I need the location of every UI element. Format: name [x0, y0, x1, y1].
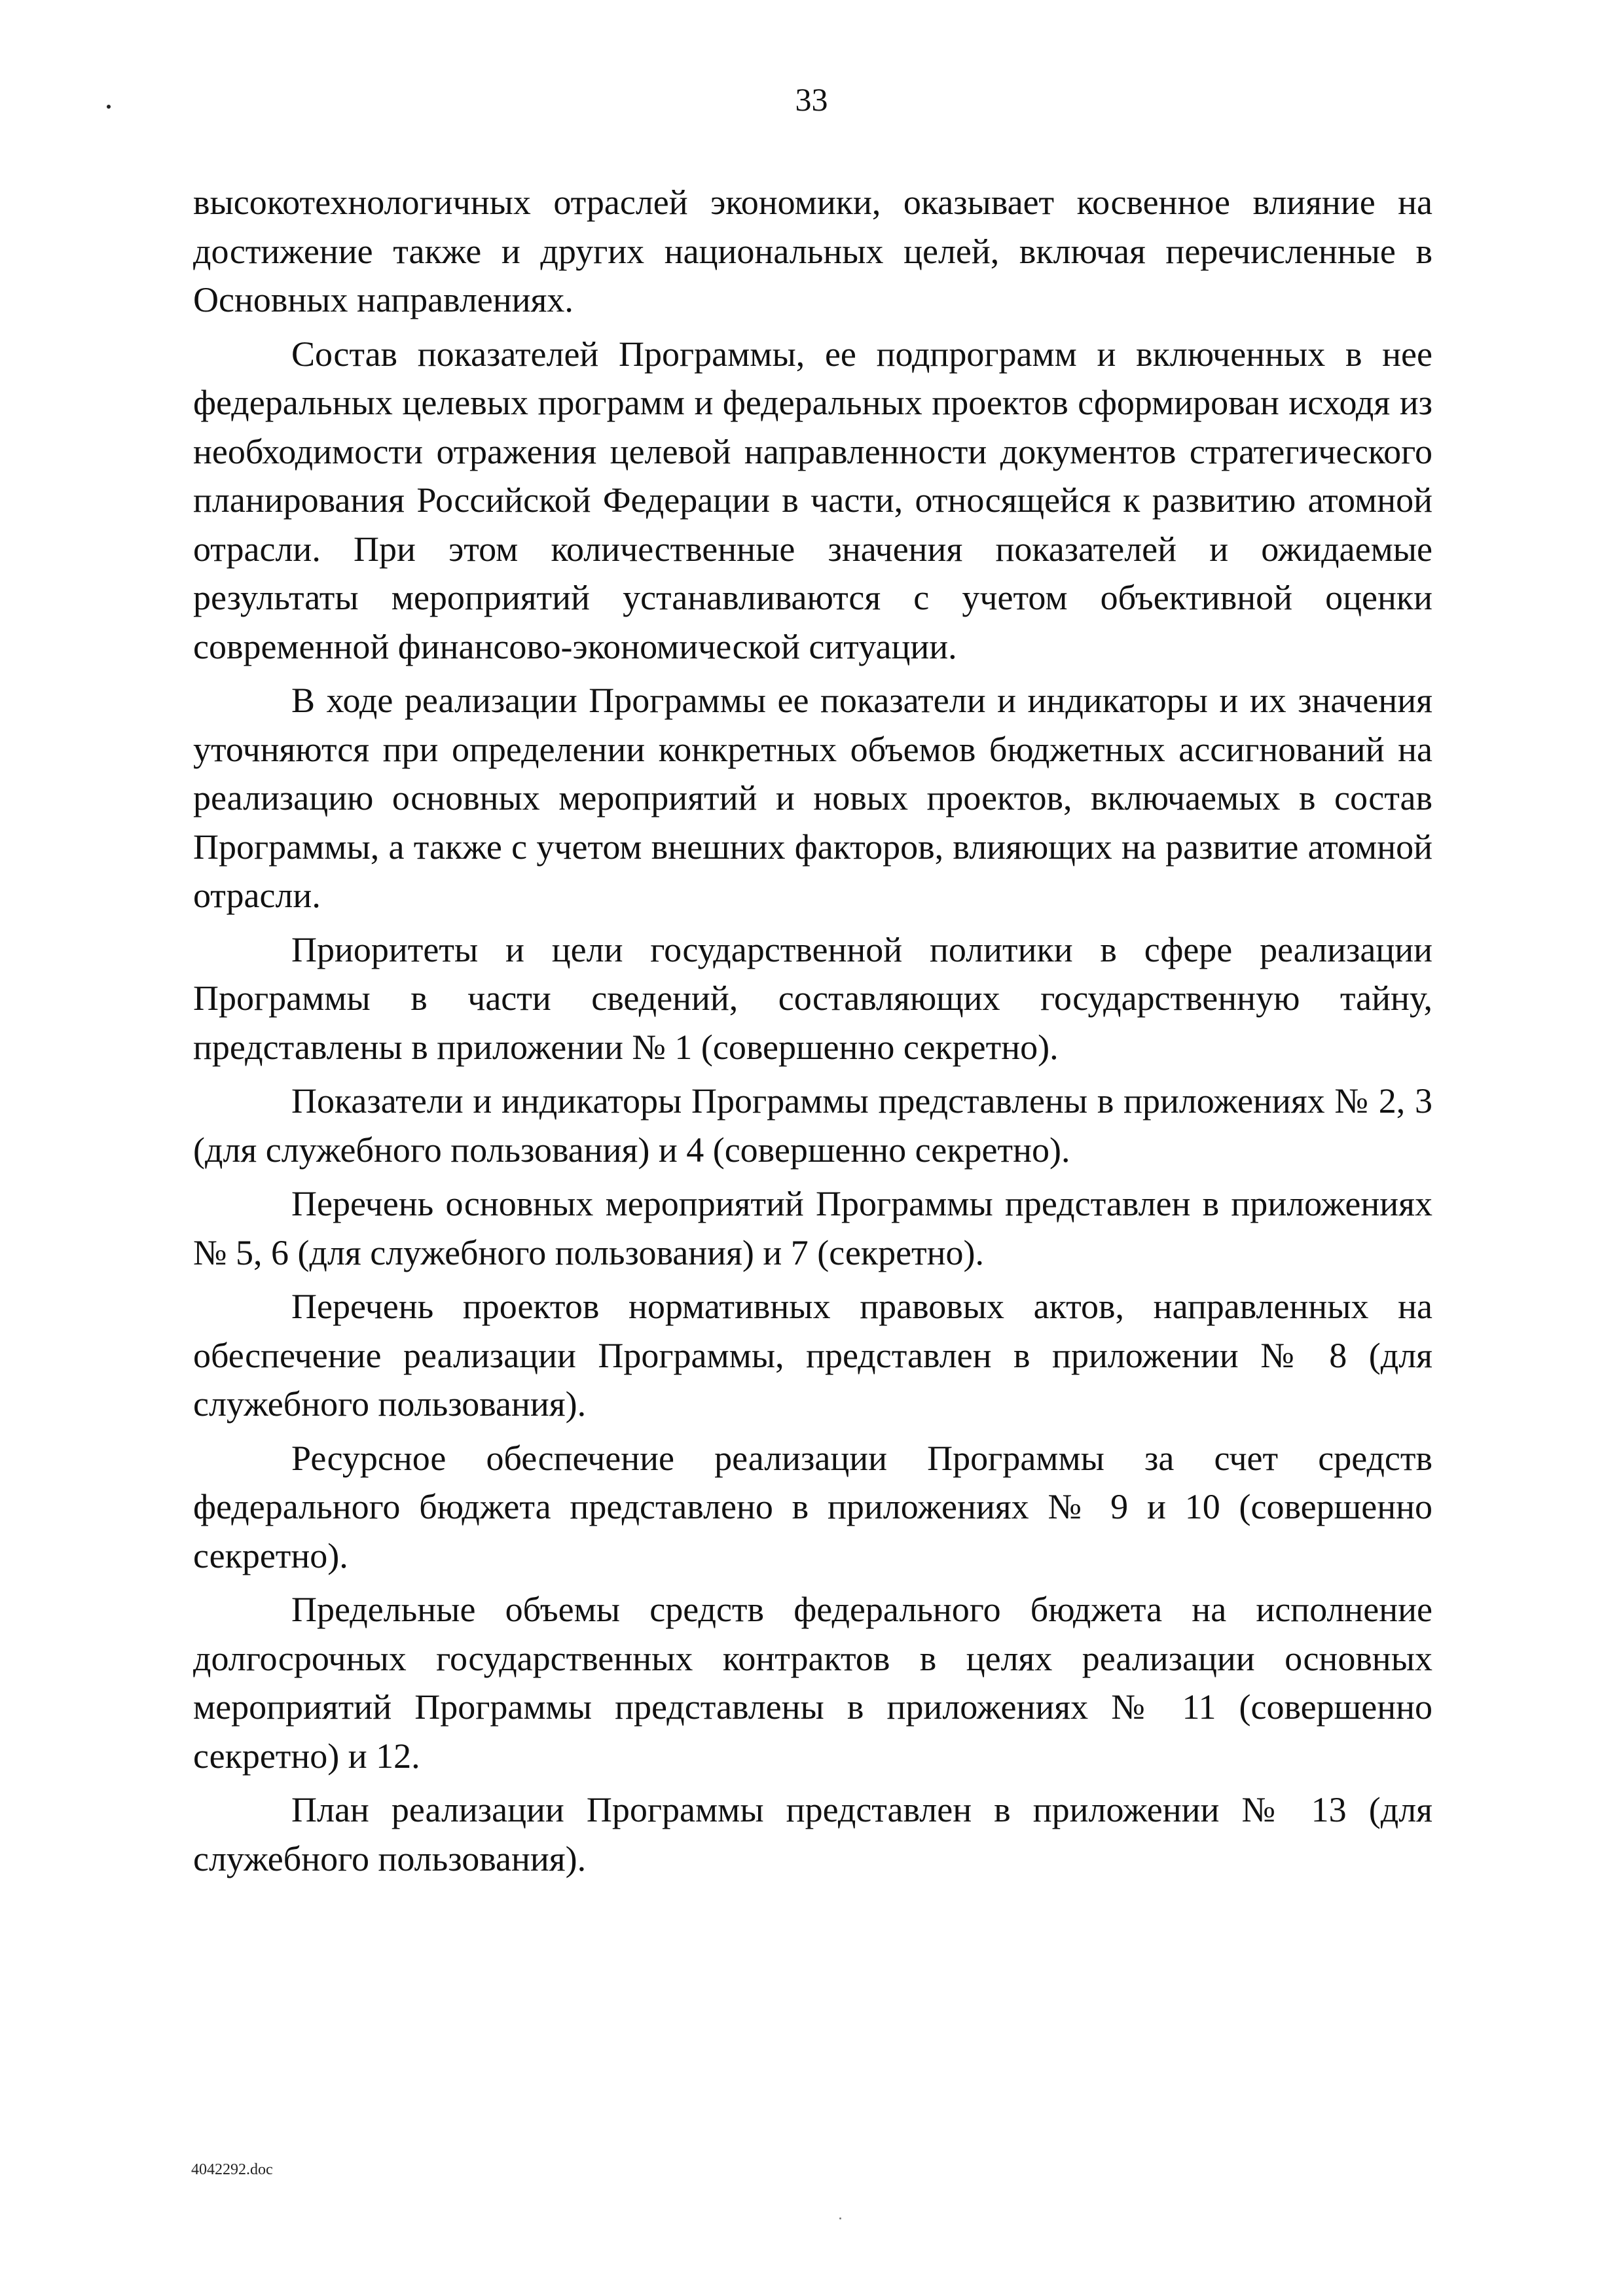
footer-file-name: 4042292.doc [191, 2161, 273, 2178]
paragraph-main-activities: Перечень основных мероприятий Программы представлен в приложениях № 5, 6 (для служебного пользования) и 7 (секретно). [193, 1184, 1432, 1272]
paragraph-resource-support: Ресурсное обеспечение реализации Программы за счет средств федерального бюджета представлено в приложениях № 9 и 10 (совершенно секретно). [193, 1438, 1432, 1575]
paragraph-priorities: Приоритеты и цели государственной политики в сфере реализации Программы в части сведений, составляющих государственную тайну, представлены в приложении № 1 (совершенно секретно). [193, 929, 1432, 1067]
paragraph-indicators-refinement: В ходе реализации Программы ее показатели и индикаторы и их значения уточняются при определении конкретных объемов бюджетных ассигнований на реализацию основных мероприятий и новых проектов, включаемых в состав Программы, а также с учетом внешних факторов, влияющих на развитие атомной отрасли. [193, 681, 1432, 915]
paragraph-budget-limits: Предельные объемы средств федерального бюджета на исполнение долгосрочных государственных контрактов в целях реализации основных мероприятий Программы представлены в приложениях № 11 (совершенно секретно) и 12. [193, 1590, 1432, 1776]
paragraph-continuation: высокотехнологичных отраслей экономики, оказывает косвенное влияние на достижение также и других национальных целей, включая перечисленные в Основных направлениях. [193, 183, 1432, 319]
paragraph-indicators-composition: Состав показателей Программы, ее подпрограмм и включенных в нее федеральных целевых программ и федеральных проектов сформирован исходя из необходимости отражения целевой направленности документов стратегического планирования Российской Федерации в части, относящейся к развитию атомной отрасли. При этом количественные значения показателей и ожидаемые результаты мероприятий устанавливаются с учетом объективной оценки современной финансово-экономической ситуации. [193, 334, 1432, 666]
scan-speck-bottom [839, 2217, 841, 2219]
document-body [193, 178, 1432, 1883]
paragraph-legal-acts: Перечень проектов нормативных правовых актов, направленных на обеспечение реализации Программы, представлен в приложении № 8 (для служебного пользования). [193, 1287, 1432, 1424]
page-number: 33 [795, 81, 828, 118]
paragraph-indicators-appendices: Показатели и индикаторы Программы представлены в приложениях № 2, 3 (для служебного пользования) и 4 (совершенно секретно). [193, 1081, 1432, 1170]
paragraph-implementation-plan: План реализации Программы представлен в приложении № 13 (для служебного пользования). [193, 1790, 1432, 1878]
